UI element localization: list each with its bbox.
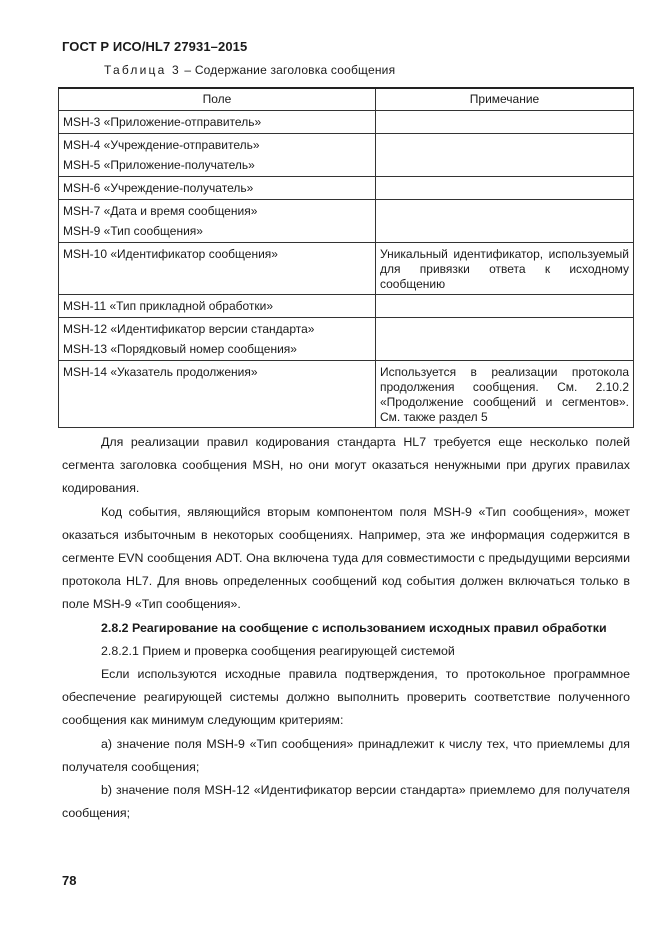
paragraph: Для реализации правил кодирования стандарта HL7 требуется еще несколько полей сегмента заголовка сообщения MSH, но они могут оказаться ненужными при других правилах кодирования.	[62, 435, 630, 496]
table-caption-number: Таблица 3	[104, 63, 181, 77]
table-row	[59, 134, 634, 177]
note-cell	[376, 177, 634, 200]
field-name: MSH-7 «Дата и время сообщения»	[63, 204, 258, 218]
paragraph: 2.8.2.1 Прием и проверка сообщения реагирующей системой	[101, 643, 455, 658]
paragraph: b) значение поля MSH-12 «Идентификатор версии стандарта» приемлемо для получателя сообщения;	[62, 783, 630, 821]
paragraph: Если используются исходные правила подтверждения, то протокольное программное обеспечение реагирующей системы должно выполнить проверить соответствие полученного сообщения как минимум следующим критериям:	[62, 667, 630, 728]
paragraph: a) значение поля MSH-9 «Тип сообщения» принадлежит к числу тех, что приемлемы для получателя сообщения;	[62, 736, 630, 774]
field-name: MSH-11 «Тип прикладной обработки»	[63, 299, 274, 313]
note-cell: Уникальный идентификатор, используемый для привязки ответа к исходному сообщению	[376, 243, 634, 295]
page-number: 78	[62, 873, 77, 888]
field-name: MSH-9 «Тип сообщения»	[63, 224, 203, 238]
table-caption-title: Содержание заголовка сообщения	[194, 63, 396, 77]
paragraph: Код события, являющийся вторым компонентом поля MSH-9 «Тип сообщения», может оказаться избыточным в некоторых сообщениях. Например, эта же информация содержится в сегменте EVN сообщения ADT. Она включена туда для совместимости с предыдущими версиями протокола HL7. Для вновь определенных сообщений код события должен включаться только в поле MSH-9 «Тип сообщения».	[62, 504, 630, 612]
field-name: MSH-6 «Учреждение-получатель»	[63, 181, 254, 195]
table-header-row	[59, 88, 634, 111]
table-row	[59, 318, 634, 361]
table-caption	[104, 63, 395, 77]
field-name: MSH-13 «Порядковый номер сообщения»	[63, 342, 297, 356]
table-body	[59, 111, 634, 428]
note-cell	[376, 111, 634, 134]
table-row	[59, 177, 634, 200]
field-cell	[59, 111, 376, 134]
field-name: MSH-5 «Приложение-получатель»	[63, 158, 255, 172]
message-header-table	[58, 87, 634, 428]
field-cell	[59, 318, 376, 361]
section-heading: 2.8.2 Реагирование на сообщение с использованием исходных правил обработки	[101, 620, 607, 635]
field-name: MSH-3 «Приложение-отправитель»	[63, 115, 262, 129]
table-row	[59, 295, 634, 318]
note-cell: Используется в реализации протокола продолжения сообщения. См. 2.10.2 «Продолжение сообщений и сегментов». См. также раздел 5	[376, 361, 634, 428]
field-cell	[59, 200, 376, 243]
table-row	[59, 243, 634, 295]
note-cell	[376, 134, 634, 177]
standard-header: ГОСТ Р ИСО/HL7 27931–2015	[62, 39, 248, 54]
field-cell	[59, 243, 376, 295]
field-name: MSH-14 «Указатель продолжения»	[63, 365, 258, 379]
column-header-field: Поле	[59, 88, 376, 111]
field-cell	[59, 177, 376, 200]
note-cell	[376, 200, 634, 243]
body-text	[62, 431, 630, 825]
table-row	[59, 361, 634, 428]
note-cell	[376, 295, 634, 318]
field-name: MSH-10 «Идентификатор сообщения»	[63, 247, 278, 261]
table-row	[59, 111, 634, 134]
field-name: MSH-4 «Учреждение-отправитель»	[63, 138, 260, 152]
table-caption-dash: –	[180, 63, 195, 77]
field-name: MSH-12 «Идентификатор версии стандарта»	[63, 322, 315, 336]
field-cell	[59, 295, 376, 318]
note-cell	[376, 318, 634, 361]
field-cell	[59, 134, 376, 177]
field-cell	[59, 361, 376, 428]
table-row	[59, 200, 634, 243]
column-header-note: Примечание	[376, 88, 634, 111]
